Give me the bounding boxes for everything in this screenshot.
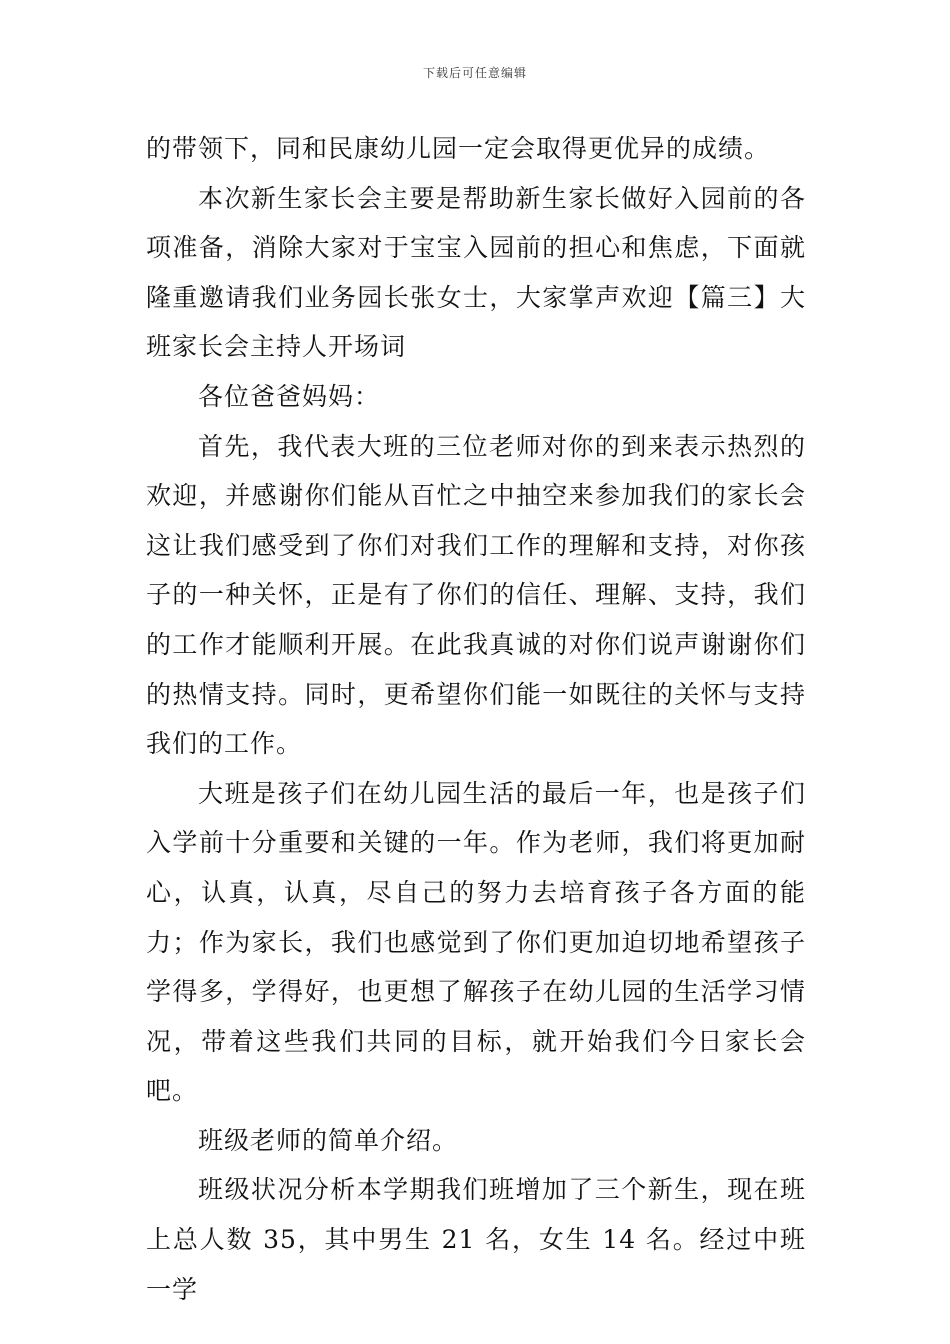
paragraph-5: 大班是孩子们在幼儿园生活的最后一年，也是孩子们入学前十分重要和关键的一年。作为老师，我们将更加耐心，认真，认真，尽自己的努力去培育孩子各方面的能力；作为家长，我们也感觉到了你们更加迫切地希望孩子学得多，学得好，也更想了解孩子在幼儿园的生活学习情况，带着这些我们共同的目标，就开始我们今日家长会吧。: [146, 778, 806, 1106]
paragraph-6: 班级老师的简单介绍。: [198, 1125, 459, 1155]
paragraph-7: 班级状况分析本学期我们班增加了三个新生，现在班上总人数 35，其中男生 21 名，女生 14 名。经过中班一学: [146, 1175, 806, 1304]
paragraph-1: 的带领下，同和民康幼儿园一定会取得更优异的成绩。: [146, 134, 771, 163]
paragraph-3: 各位爸爸妈妈：: [198, 381, 381, 411]
paragraph-4: 首先，我代表大班的三位老师对你的到来表示热烈的欢迎，并感谢你们能从百忙之中抽空来参加我们的家长会这让我们感受到了你们对我们工作的理解和支持，对你孩子的一种关怀，正是有了你们的信任、理解、支持，我们的工作才能顺利开展。在此我真诚的对你们说声谢谢你们的热情支持。同时，更希望你们能一如既往的关怀与支持我们的工作。: [146, 431, 806, 759]
page-header: 下载后可任意编辑: [422, 66, 527, 80]
document-body: [146, 124, 806, 1314]
paragraph-2: 本次新生家长会主要是帮助新生家长做好入园前的各项准备，消除大家对于宝宝入园前的担心和焦虑，下面就隆重邀请我们业务园长张女士，大家掌声欢迎【篇三】大班家长会主持人开场词: [146, 183, 806, 362]
